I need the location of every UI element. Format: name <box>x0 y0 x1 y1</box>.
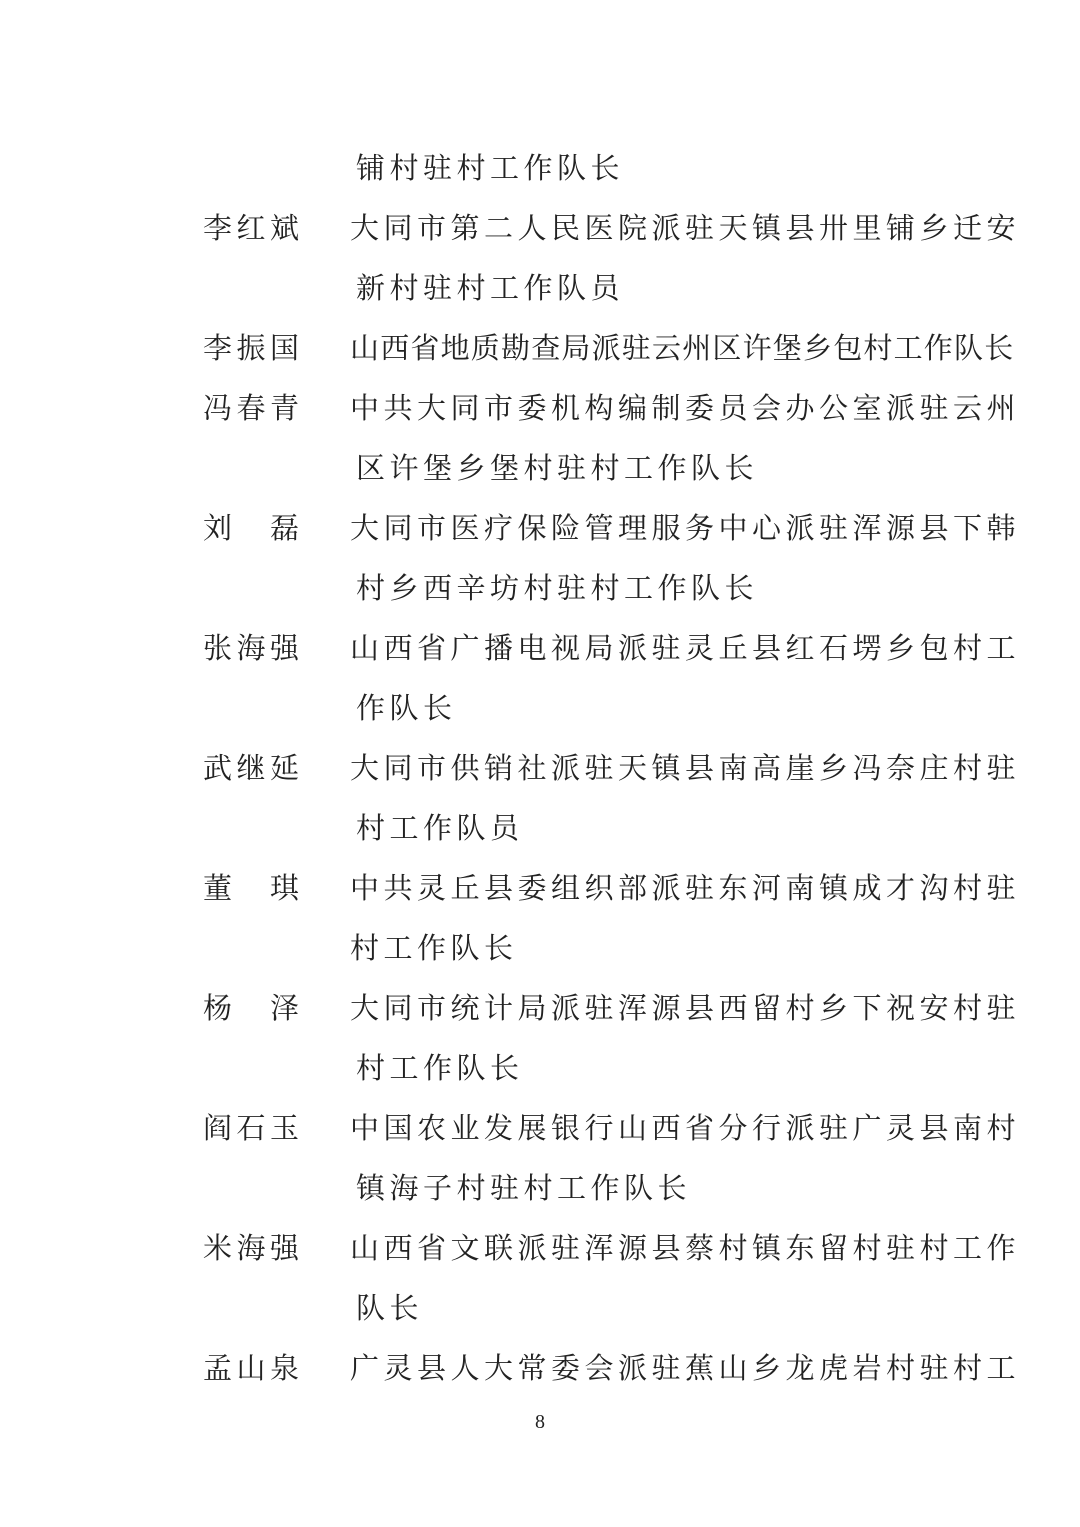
entry-description-continued: 作队长 <box>356 691 457 725</box>
entry-description: 山西省文联派驻浑源县蔡村镇东留村驻村工作 <box>350 1231 1021 1265</box>
entry-description: 中共大同市委机构编制委员会办公室派驻云州 <box>350 391 1021 425</box>
entry-description-continued: 村工作队长 <box>350 931 518 965</box>
entry-name: 李红斌 <box>203 211 304 245</box>
entry-description: 广灵县人大常委会派驻蕉山乡龙虎岩村驻村工 <box>350 1351 1021 1385</box>
entry-name: 刘 磊 <box>203 511 304 545</box>
entry-description: 大同市供销社派驻天镇县南高崖乡冯奈庄村驻 <box>350 751 1021 785</box>
entry-name: 张海强 <box>203 631 304 665</box>
entry-description: 中共灵丘县委组织部派驻东河南镇成才沟村驻 <box>350 871 1021 905</box>
entry-description: 大同市统计局派驻浑源县西留村乡下祝安村驻 <box>350 991 1021 1025</box>
entry-continuation-line: 铺村驻村工作队长 <box>356 151 625 185</box>
entry-description-continued: 新村驻村工作队员 <box>356 271 625 305</box>
entry-name: 杨 泽 <box>203 991 304 1025</box>
entry-description-continued: 镇海子村驻村工作队长 <box>356 1171 692 1205</box>
entry-description-continued: 村工作队长 <box>356 1051 524 1085</box>
page-number: 8 <box>535 1411 545 1433</box>
entry-description-continued: 村乡西辛坊村驻村工作队长 <box>356 571 759 605</box>
entry-description: 山西省广播电视局派驻灵丘县红石塄乡包村工 <box>350 631 1021 665</box>
entry-name: 李振国 <box>203 331 304 365</box>
entry-name: 董 琪 <box>203 871 304 905</box>
entry-description: 山西省地质勘查局派驻云州区许堡乡包村工作队长 <box>350 331 1015 365</box>
entry-name: 阎石玉 <box>203 1111 304 1145</box>
entry-description-continued: 队长 <box>356 1291 424 1325</box>
entry-name: 孟山泉 <box>203 1351 304 1385</box>
entry-description-continued: 村工作队员 <box>356 811 524 845</box>
entry-name: 冯春青 <box>203 391 304 425</box>
entry-description-continued: 区许堡乡堡村驻村工作队长 <box>356 451 759 485</box>
entry-name: 米海强 <box>203 1231 304 1265</box>
entry-description: 大同市医疗保险管理服务中心派驻浑源县下韩 <box>350 511 1021 545</box>
entry-name: 武继延 <box>203 751 304 785</box>
entry-description: 大同市第二人民医院派驻天镇县卅里铺乡迁安 <box>350 211 1021 245</box>
entry-description: 中国农业发展银行山西省分行派驻广灵县南村 <box>350 1111 1021 1145</box>
